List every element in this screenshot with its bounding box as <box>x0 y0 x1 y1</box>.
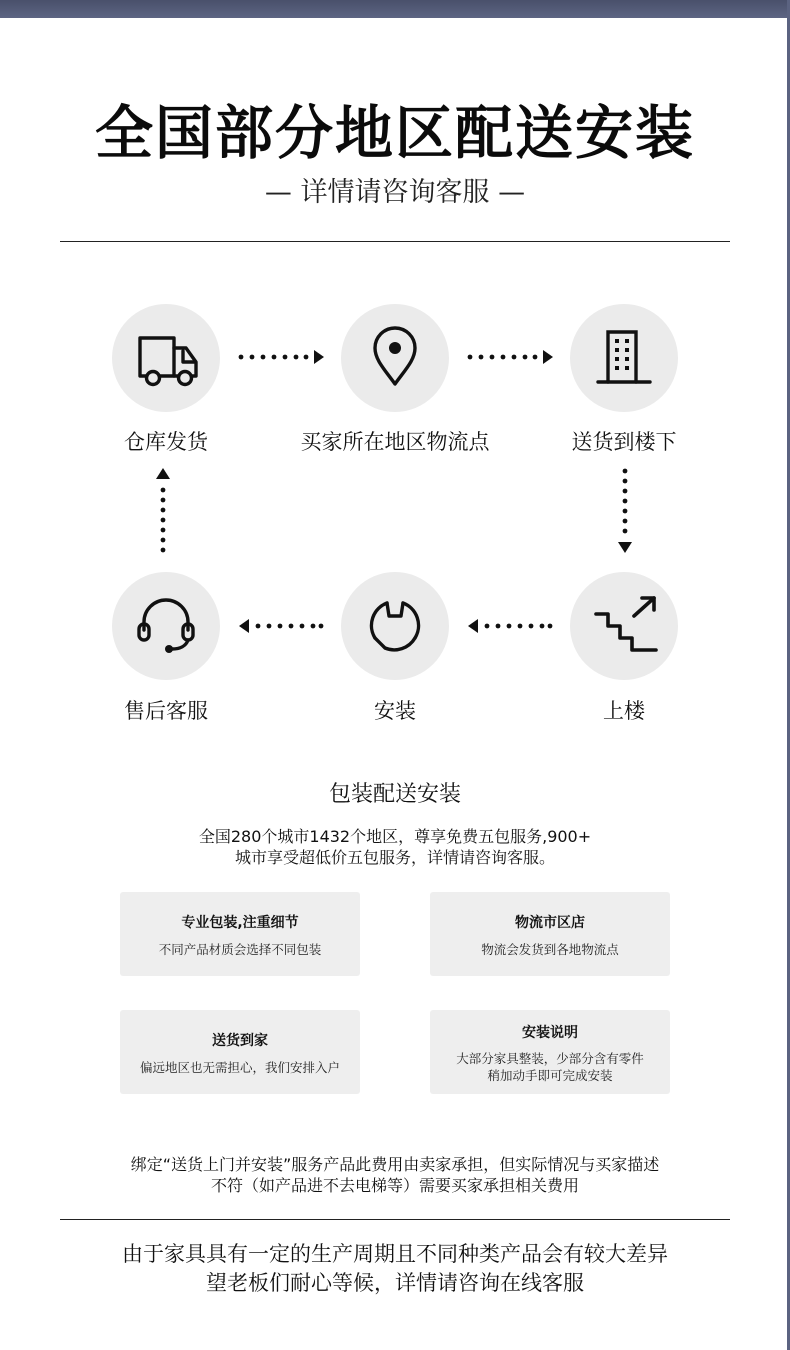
stairs-icon <box>570 572 678 680</box>
building-icon <box>570 304 678 412</box>
fee-notice <box>0 1154 790 1196</box>
step-install-circle <box>341 572 449 680</box>
footer-message <box>0 1240 790 1298</box>
service-desc-line-2: 城市享受超低价五包服务，详情请咨询客服。 <box>234 848 555 867</box>
card-desc-line-2: 稍加动手即可完成安装 <box>487 1068 613 1083</box>
card-desc: 物流会发货到各地物流点 <box>481 942 619 957</box>
step-label-warehouse: 仓库发货 <box>124 430 208 454</box>
arrow-aftersales-to-warehouse <box>156 468 170 552</box>
card-title: 送货到家 <box>212 1033 268 1049</box>
arrow-logistics-to-building <box>468 350 553 364</box>
card-title: 专业包装,注重细节 <box>181 915 299 931</box>
arrow-warehouse-to-logistics <box>239 350 324 364</box>
truck-icon <box>112 304 220 412</box>
arrow-upstairs-to-install <box>468 619 552 633</box>
card-logistics-store <box>430 892 670 976</box>
step-label-upstairs: 上楼 <box>603 699 645 723</box>
step-aftersales-circle <box>112 572 220 680</box>
bottom-divider <box>60 1219 730 1220</box>
step-warehouse-circle <box>112 304 220 412</box>
step-logistics-circle <box>341 304 449 412</box>
card-home-delivery <box>120 1010 360 1094</box>
footer-line-1: 由于家具具有一定的生产周期且不同种类产品会有较大差异 <box>122 1242 668 1266</box>
service-description <box>0 826 790 868</box>
top-accent-bar <box>0 0 790 18</box>
arrow-building-to-upstairs <box>618 469 632 553</box>
card-desc-line-1: 大部分家具整装，少部分含有零件 <box>456 1051 644 1066</box>
card-desc: 偏远地区也无需担心，我们安排入户 <box>139 1060 340 1075</box>
card-title: 安装说明 <box>522 1025 578 1041</box>
card-packaging <box>120 892 360 976</box>
step-label-install: 安装 <box>374 699 416 723</box>
fee-notice-line-1: 绑定“送货上门并安装”服务产品此费用由卖家承担，但实际情况与买家描述 <box>130 1155 660 1174</box>
top-divider <box>60 241 730 242</box>
footer-line-2: 望老板们耐心等候，详情请咨询在线客服 <box>206 1271 584 1295</box>
service-title: 包装配送安装 <box>328 782 461 807</box>
step-building-circle <box>570 304 678 412</box>
step-label-aftersales: 售后客服 <box>124 699 208 723</box>
card-title: 物流市区店 <box>515 915 585 931</box>
headset-icon <box>112 572 220 680</box>
page-subtitle: — 详情请咨询客服 — <box>264 177 526 208</box>
wrench-icon <box>341 572 449 680</box>
card-install-instructions <box>430 1010 670 1094</box>
location-pin-icon <box>341 304 449 412</box>
fee-notice-line-2: 不符（如产品进不去电梯等）需要买家承担相关费用 <box>210 1176 579 1195</box>
step-label-building: 送货到楼下 <box>571 430 677 454</box>
service-desc-line-1: 全国280个城市1432个地区，尊享免费五包服务,900+ <box>198 827 592 846</box>
step-label-logistics: 买家所在地区物流点 <box>300 430 490 454</box>
arrow-install-to-aftersales <box>239 619 323 633</box>
card-desc: 不同产品材质会选择不同包装 <box>158 942 322 957</box>
page-title: 全国部分地区配送安装 <box>94 99 695 167</box>
step-upstairs-circle <box>570 572 678 680</box>
